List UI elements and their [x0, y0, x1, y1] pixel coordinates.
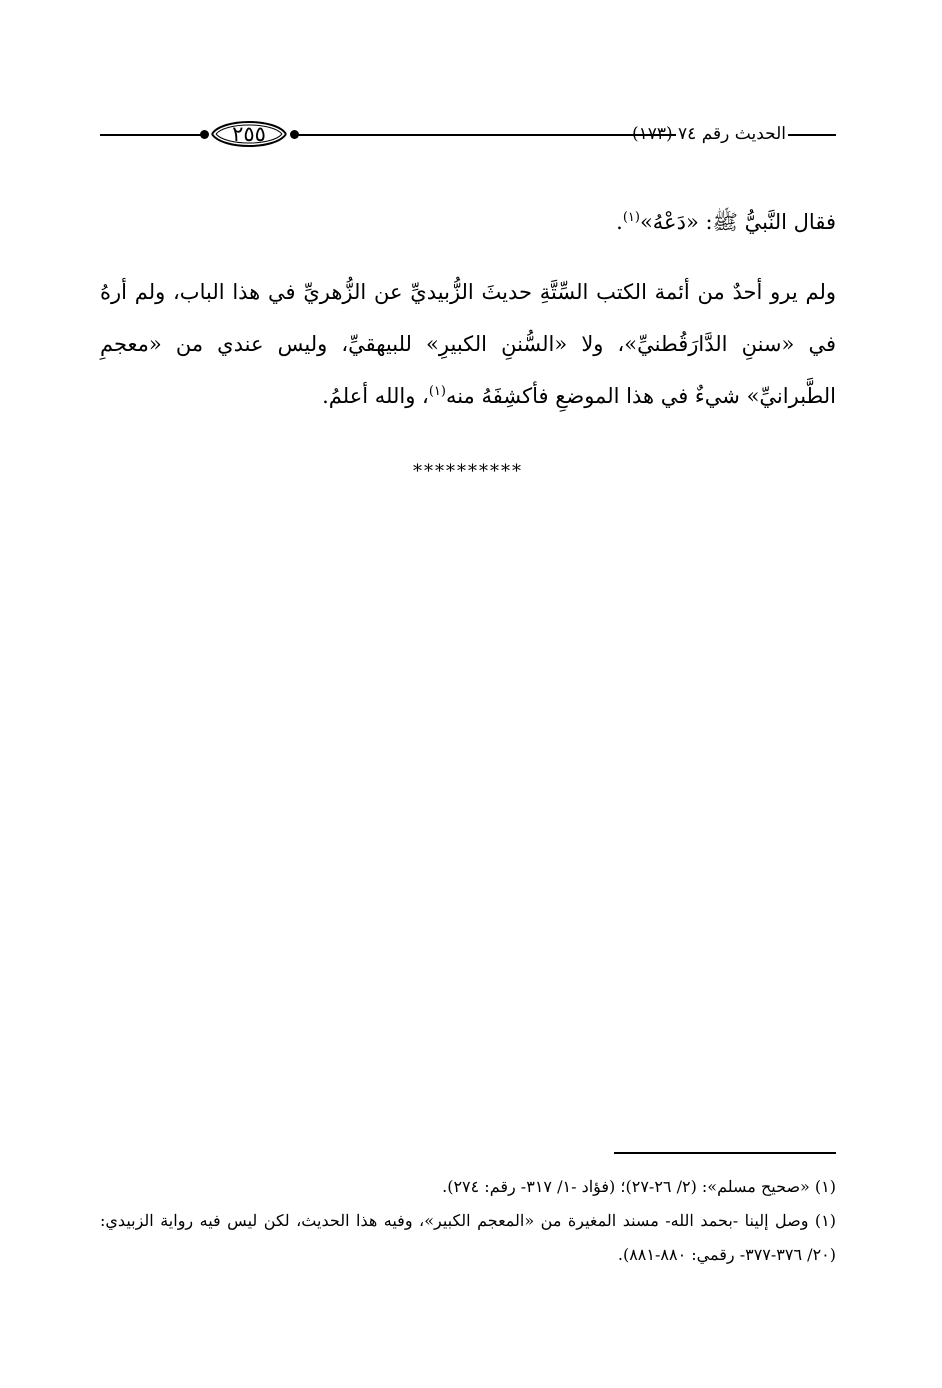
page-header — [100, 108, 836, 160]
intro-text: فقال النَّبيُّ ﷺ: «دَعْهُ» — [639, 210, 836, 234]
footnotes — [100, 1170, 836, 1272]
page-number-frame — [208, 112, 290, 156]
intro-end: . — [616, 210, 623, 234]
footnote-ref: (١) — [622, 210, 640, 225]
footnote-ref: (١) — [428, 384, 446, 399]
footnote: (١) وصل إلينا -بحمد الله- مسند المغيرة من «المعجم الكبير»، وفيه هذا الحديث، لكن ليس فيه رواية الزبيدي: (٢٠/ ٣٧٦-٣٧٧- رقمي: ٨٨٠-٨٨١). — [100, 1211, 837, 1264]
running-title: الحديث رقم ٧٤ (١٧٣) — [631, 124, 786, 144]
section-separator: ********** — [413, 461, 523, 482]
footnote: (١) «صحيح مسلم»: (٢/ ٢٦-٢٧)؛ (فؤاد -١/ ٣١٧- رقم: ٢٧٤). — [442, 1177, 836, 1196]
paragraph-ending: ، والله أعلمُ. — [322, 384, 429, 408]
intro-line — [100, 200, 836, 244]
footnote-rule — [614, 1152, 836, 1154]
header-rule-right — [788, 134, 836, 136]
header-rule-middle — [296, 134, 676, 136]
page-number: ٢٥٥ — [232, 122, 266, 146]
main-paragraph — [100, 266, 836, 422]
header-rule-left — [100, 134, 204, 136]
paragraph-text: ولم يرو أحدٌ من أئمة الكتب السِّتَّةِ حديثَ الزُّبيديِّ عن الزُّهريِّ في هذا الباب، ولم أرهُ في «سننِ الدَّارَقُطنيِّ»، ولا «السُّننِ الكبيرِ» للبيهقيِّ، وليس عندي من «معجمِ الطَّبرانيِّ» شيءٌ في هذا الموضعِ فأكشِفَهُ منه — [100, 280, 836, 408]
